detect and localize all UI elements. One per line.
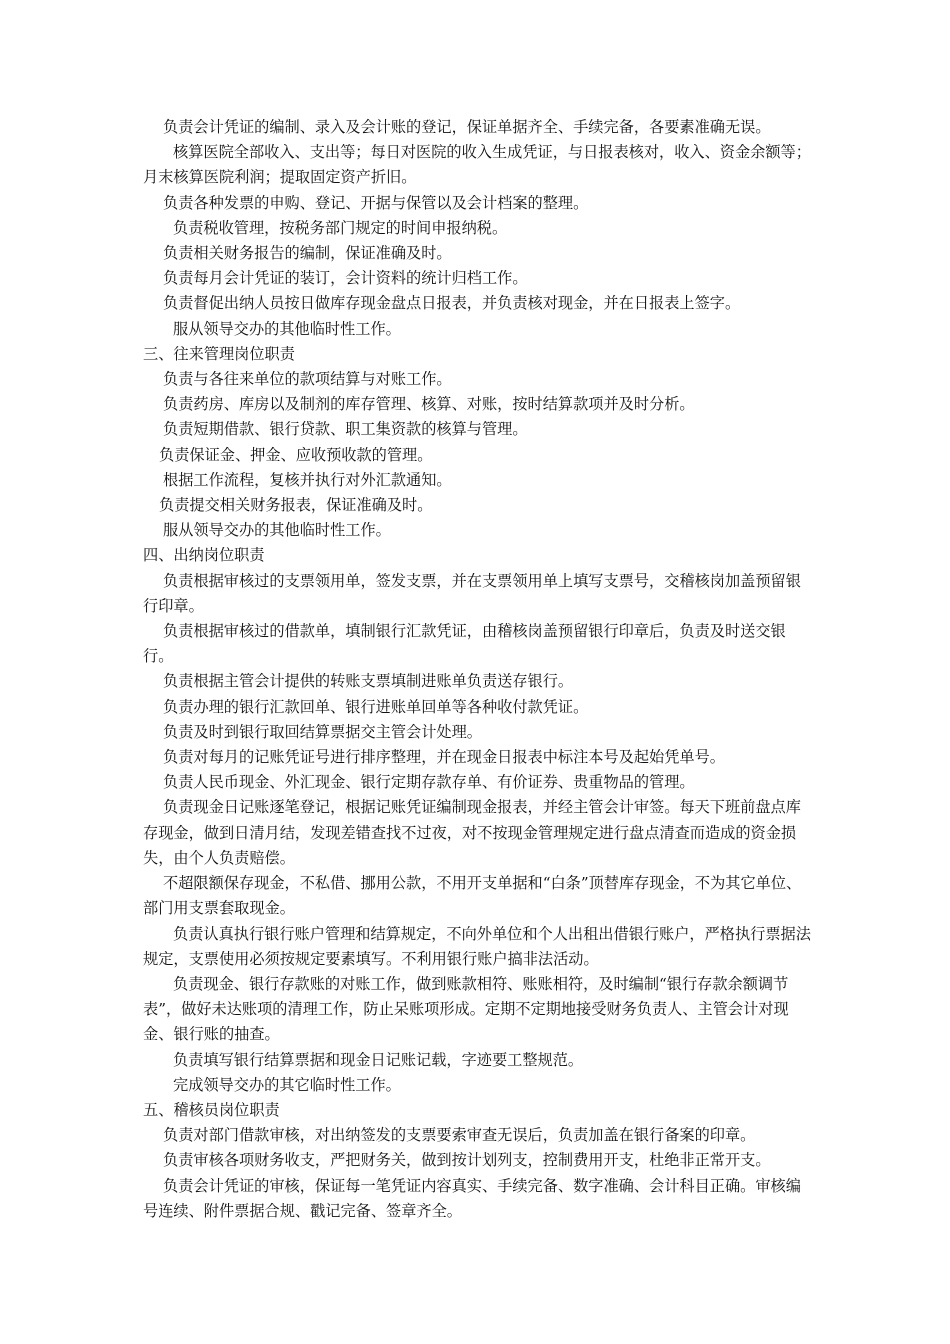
paragraph: 负责短期借款、银行贷款、职工集资款的核算与管理。 <box>163 420 528 439</box>
paragraph: 负责现金、银行存款账的对账工作，做到账款相符、账账相符，及时编制“银行存款余额调节表”，做好未达账项的清理工作，防止呆账项形成。定期不定期地接受财务负责人、主管会计对现金、银行账的抽查。 <box>143 974 789 1044</box>
paragraph: 负责药房、库房以及制剂的库存管理、核算、对账，按时结算款项并及时分析。 <box>163 395 695 414</box>
paragraph: 服从领导交办的其他临时性工作。 <box>163 521 391 540</box>
paragraph: 核算医院全部收入、支出等；每日对医院的收入生成凭证，与日报表核对，收入、资金余额等；月末核算医院利润；提取固定资产折旧。 <box>143 143 811 187</box>
paragraph: 负责根据审核过的借款单，填制银行汇款凭证，由稽核岗盖预留银行印章后，负责及时送交银行。 <box>143 622 786 666</box>
paragraph: 负责根据主管会计提供的转账支票填制进账单负责送存银行。 <box>163 672 574 691</box>
paragraph: 负责对每月的记账凭证号进行排序整理，并在现金日报表中标注本号及起始凭单号。 <box>163 748 725 767</box>
section-heading: 五、稽核员岗位职责 <box>143 1100 280 1119</box>
document-body <box>143 115 813 1224</box>
paragraph: 负责及时到银行取回结算票据交主管会计处理。 <box>163 722 482 741</box>
paragraph: 负责每月会计凭证的装订，会计资料的统计归档工作。 <box>163 269 528 288</box>
paragraph: 负责人民币现金、外汇现金、银行定期存款存单、有价证券、贵重物品的管理。 <box>163 773 695 792</box>
paragraph: 负责保证金、押金、应收预收款的管理。 <box>159 445 433 464</box>
paragraph: 负责督促出纳人员按日做库存现金盘点日报表，并负责核对现金，并在日报表上签字。 <box>163 294 741 313</box>
paragraph: 负责相关财务报告的编制，保证准确及时。 <box>163 244 452 263</box>
paragraph: 负责根据审核过的支票领用单，签发支票，并在支票领用单上填写支票号，交稽核岗加盖预留银行印章。 <box>143 571 801 615</box>
paragraph: 负责现金日记账逐笔登记，根据记账凭证编制现金报表，并经主管会计审签。每天下班前盘点库存现金，做到日清月结，发现差错查找不过夜，对不按现金管理规定进行盘点清查而造成的资金损失，由个人负责赔偿。 <box>143 798 801 867</box>
paragraph: 服从领导交办的其他临时性工作。 <box>173 319 401 338</box>
section-heading: 三、往来管理岗位职责 <box>143 344 295 363</box>
paragraph: 负责各种发票的申购、登记、开据与保管以及会计档案的整理。 <box>163 193 589 212</box>
paragraph: 不超限额保存现金，不私借、挪用公款，不用开支单据和“白条”顶替库存现金，不为其它单位、部门用支票套取现金。 <box>143 874 802 918</box>
paragraph: 负责填写银行结算票据和现金日记账记载，字迹要工整规范。 <box>173 1050 584 1069</box>
paragraph: 负责提交相关财务报表，保证准确及时。 <box>159 496 433 515</box>
paragraph: 负责税收管理，按税务部门规定的时间申报纳税。 <box>173 218 508 237</box>
paragraph: 负责会计凭证的编制、录入及会计账的登记，保证单据齐全、手续完备，各要素准确无误。 <box>163 118 771 136</box>
section-heading: 四、出纳岗位职责 <box>143 546 265 565</box>
paragraph: 根据工作流程，复核并执行对外汇款通知。 <box>163 470 452 489</box>
paragraph: 负责对部门借款审核，对出纳签发的支票要索审查无误后，负责加盖在银行备案的印章。 <box>163 1126 756 1145</box>
paragraph: 负责与各往来单位的款项结算与对账工作。 <box>163 370 452 389</box>
paragraph: 负责认真执行银行账户管理和结算规定，不向外单位和个人出租出借银行账户，严格执行票据法规定，支票使用必须按规定要素填写。不利用银行账户搞非法活动。 <box>143 924 811 968</box>
paragraph: 负责办理的银行汇款回单、银行进账单回单等各种收付款凭证。 <box>163 697 589 716</box>
paragraph: 完成领导交办的其它临时性工作。 <box>173 1075 401 1094</box>
paragraph: 负责审核各项财务收支，严把财务关，做到按计划列支，控制费用开支，杜绝非正常开支。 <box>163 1151 771 1170</box>
paragraph: 负责会计凭证的审核，保证每一笔凭证内容真实、手续完备、数字准确、会计科目正确。审核编号连续、附件票据合规、戳记完备、签章齐全。 <box>143 1176 801 1220</box>
